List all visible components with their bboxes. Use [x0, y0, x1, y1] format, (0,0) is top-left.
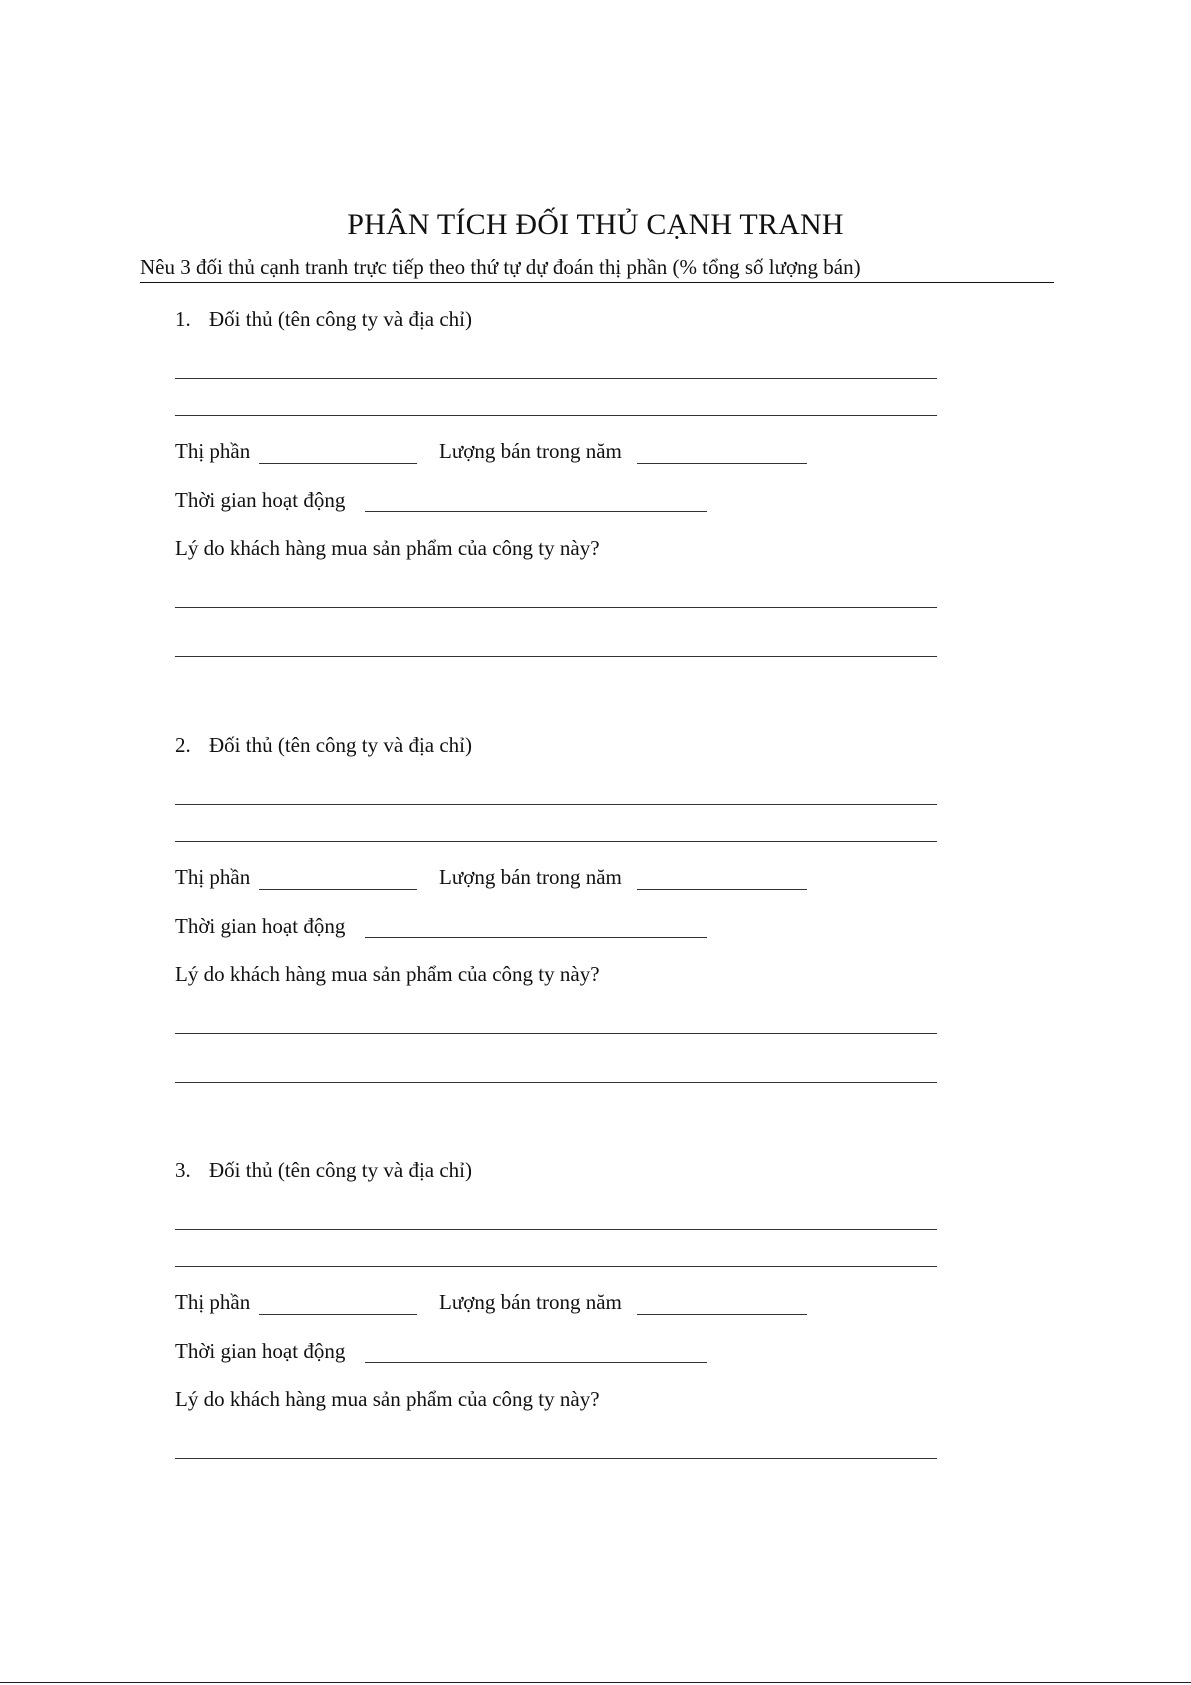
competitor-name-line[interactable]: [175, 1229, 937, 1230]
market-share-label: Thị phần: [175, 439, 251, 463]
reason-line[interactable]: [175, 1458, 937, 1459]
competitor-name-line[interactable]: [175, 804, 937, 805]
annual-sales-line[interactable]: [637, 889, 807, 890]
reason-line[interactable]: [175, 656, 937, 657]
reason-line[interactable]: [175, 1082, 937, 1083]
market-share-line[interactable]: [259, 889, 417, 890]
reason-label: Lý do khách hàng mua sản phẩm của công ty này?: [175, 536, 600, 560]
page-title: PHÂN TÍCH ĐỐI THỦ CẠNH TRANH: [347, 208, 844, 241]
operating-time-line[interactable]: [365, 1362, 707, 1363]
annual-sales-label: Lượng bán trong năm: [439, 439, 622, 463]
competitor-label: Đối thủ (tên công ty và địa chỉ): [209, 307, 473, 331]
competitor-address-line[interactable]: [175, 1266, 937, 1267]
annual-sales-label: Lượng bán trong năm: [439, 865, 622, 889]
reason-label: Lý do khách hàng mua sản phẩm của công ty này?: [175, 962, 600, 986]
competitor-label: Đối thủ (tên công ty và địa chỉ): [209, 733, 473, 757]
section-number: 3.: [175, 1158, 191, 1182]
competitor-address-line[interactable]: [175, 841, 937, 842]
reason-line[interactable]: [175, 607, 937, 608]
competitor-label: Đối thủ (tên công ty và địa chỉ): [209, 1158, 473, 1182]
market-share-label: Thị phần: [175, 1290, 251, 1314]
market-share-line[interactable]: [259, 1314, 417, 1315]
operating-time-label: Thời gian hoạt động: [175, 914, 346, 938]
footer-divider: [0, 1682, 1191, 1683]
operating-time-line[interactable]: [365, 937, 707, 938]
page-subtitle: Nêu 3 đối thủ cạnh tranh trực tiếp theo thứ tự dự đoán thị phần (% tổng số lượng bán): [140, 253, 1054, 283]
annual-sales-line[interactable]: [637, 463, 807, 464]
operating-time-label: Thời gian hoạt động: [175, 1339, 346, 1363]
operating-time-label: Thời gian hoạt động: [175, 488, 346, 512]
annual-sales-label: Lượng bán trong năm: [439, 1290, 622, 1314]
reason-label: Lý do khách hàng mua sản phẩm của công ty này?: [175, 1387, 600, 1411]
operating-time-line[interactable]: [365, 511, 707, 512]
section-number: 1.: [175, 307, 191, 331]
market-share-line[interactable]: [259, 463, 417, 464]
competitor-name-line[interactable]: [175, 378, 937, 379]
section-number: 2.: [175, 733, 191, 757]
competitor-address-line[interactable]: [175, 415, 937, 416]
market-share-label: Thị phần: [175, 865, 251, 889]
reason-line[interactable]: [175, 1033, 937, 1034]
annual-sales-line[interactable]: [637, 1314, 807, 1315]
